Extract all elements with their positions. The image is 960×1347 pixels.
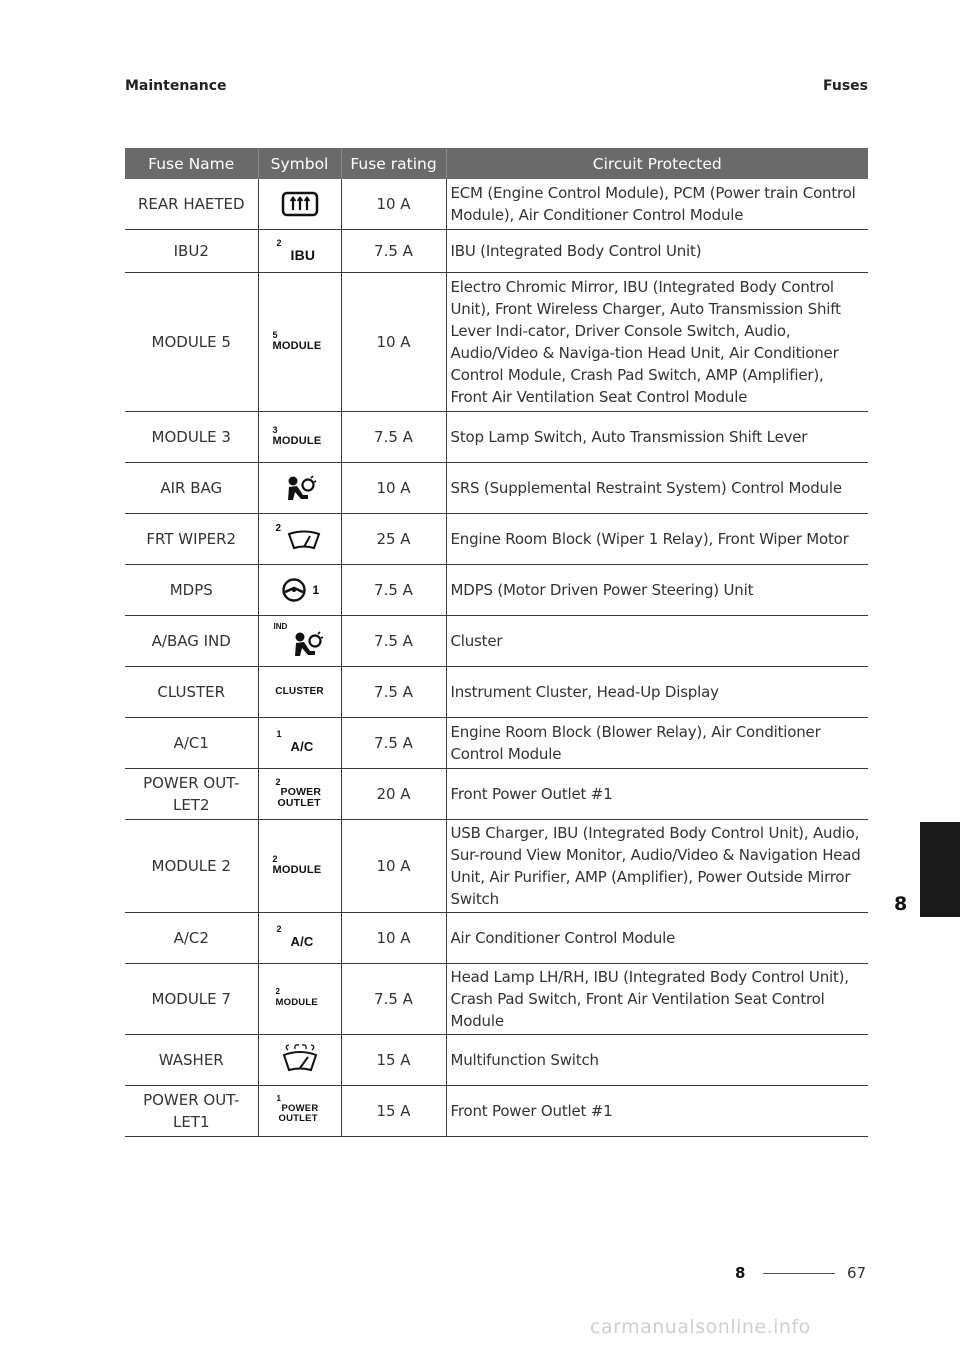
fuse-symbol xyxy=(258,179,341,229)
fuse-rating: 10 A xyxy=(341,272,446,411)
fuse-rating: 7.5 A xyxy=(341,615,446,666)
fuse-symbol xyxy=(258,666,341,717)
table-row xyxy=(125,963,868,1034)
table-row xyxy=(125,819,868,912)
airbag-icon xyxy=(283,474,317,502)
fuse-rating: 10 A xyxy=(341,462,446,513)
fuse-rating: 7.5 A xyxy=(341,229,446,272)
fuse-name: CLUSTER xyxy=(125,666,258,717)
table-row xyxy=(125,615,868,666)
washer-icon xyxy=(280,1044,320,1076)
fuse-rating: 7.5 A xyxy=(341,717,446,768)
fuse-rating: 10 A xyxy=(341,179,446,229)
fuse-symbol xyxy=(258,819,341,912)
circuit-protected: Cluster xyxy=(446,615,868,666)
fuse-rating: 7.5 A xyxy=(341,963,446,1034)
module-5-icon: 5 MODULE xyxy=(272,329,322,352)
front-wiper-2-icon: 2 xyxy=(276,524,324,554)
table-row xyxy=(125,1034,868,1085)
table-row xyxy=(125,666,868,717)
fuse-rating: 7.5 A xyxy=(341,564,446,615)
fuse-name: AIR BAG xyxy=(125,462,258,513)
fuse-name: MODULE 3 xyxy=(125,411,258,462)
circuit-protected: Instrument Cluster, Head-Up Display xyxy=(446,666,868,717)
circuit-protected: Multifunction Switch xyxy=(446,1034,868,1085)
fuse-rating: 7.5 A xyxy=(341,666,446,717)
fuse-name: A/BAG IND xyxy=(125,615,258,666)
table-row xyxy=(125,768,868,819)
module-7-icon: 2 MODULE xyxy=(275,986,318,1008)
table-row xyxy=(125,411,868,462)
fuse-rating: 7.5 A xyxy=(341,411,446,462)
fuse-name: A/C2 xyxy=(125,912,258,963)
circuit-protected: Engine Room Block (Blower Relay), Air Conditioner Control Module xyxy=(446,717,868,768)
fuse-symbol xyxy=(258,411,341,462)
fuse-symbol xyxy=(258,229,341,272)
fuse-rating: 10 A xyxy=(341,819,446,912)
module-2-icon: 2 MODULE xyxy=(272,853,322,876)
ac-2-icon: 2 A/C xyxy=(276,923,314,949)
circuit-protected: Head Lamp LH/RH, IBU (Integrated Body Control Unit), Crash Pad Switch, Front Air Ventilation Seat Control Module xyxy=(446,963,868,1034)
watermark: carmanualsonline.info xyxy=(590,1316,811,1338)
table-row xyxy=(125,462,868,513)
fuse-name: MDPS xyxy=(125,564,258,615)
fuse-name: WASHER xyxy=(125,1034,258,1085)
circuit-protected: Stop Lamp Switch, Auto Transmission Shift Lever xyxy=(446,411,868,462)
ibu-2-icon: 2 IBU xyxy=(276,237,316,263)
fuse-rating: 25 A xyxy=(341,513,446,564)
steering-wheel-1-icon: 1 xyxy=(277,577,323,603)
fuse-symbol xyxy=(258,513,341,564)
circuit-protected: Front Power Outlet #1 xyxy=(446,768,868,819)
table-header-row xyxy=(125,148,868,179)
fuse-symbol xyxy=(258,272,341,411)
fuse-symbol xyxy=(258,1085,341,1136)
circuit-protected: ECM (Engine Control Module), PCM (Power train Control Module), Air Conditioner Control Module xyxy=(446,179,868,229)
fuse-rating: 20 A xyxy=(341,768,446,819)
table-row xyxy=(125,229,868,272)
fuse-name: IBU2 xyxy=(125,229,258,272)
power-outlet-2-icon: 2 POWER OUTLET xyxy=(275,776,322,809)
fuse-name: MODULE 2 xyxy=(125,819,258,912)
fuse-symbol xyxy=(258,564,341,615)
table-row xyxy=(125,513,868,564)
footer-page-number: 67 xyxy=(847,1264,867,1282)
fuse-name: A/C1 xyxy=(125,717,258,768)
rear-defroster-icon xyxy=(281,191,319,217)
fuse-rating: 15 A xyxy=(341,1085,446,1136)
fuse-table xyxy=(125,148,868,1137)
section-title: Maintenance xyxy=(125,78,227,94)
table-row xyxy=(125,717,868,768)
ac-1-icon: 1 A/C xyxy=(276,728,314,754)
fuse-name: REAR HAETED xyxy=(125,179,258,229)
table-row xyxy=(125,564,868,615)
circuit-protected: SRS (Supplemental Restraint System) Control Module xyxy=(446,462,868,513)
circuit-protected: USB Charger, IBU (Integrated Body Control Unit), Audio, Sur-round View Monitor, Audio/Video & Navigation Head Unit, Air Purifier, AMP (Amplifier), Power Outside Mirror Switch xyxy=(446,819,868,912)
column-header-fuse-name: Fuse Name xyxy=(125,148,258,179)
circuit-protected: IBU (Integrated Body Control Unit) xyxy=(446,229,868,272)
cluster-icon: CLUSTER xyxy=(275,686,324,697)
fuse-symbol xyxy=(258,1034,341,1085)
fuse-name: FRT WIPER2 xyxy=(125,513,258,564)
chapter-tab-number: 8 xyxy=(894,893,908,915)
power-outlet-1-icon: 1 POWER OUTLET xyxy=(276,1093,319,1124)
footer-divider xyxy=(763,1273,835,1274)
circuit-protected: Engine Room Block (Wiper 1 Relay), Front Wiper Motor xyxy=(446,513,868,564)
topic-title: Fuses xyxy=(823,78,868,94)
fuse-symbol xyxy=(258,615,341,666)
fuse-symbol xyxy=(258,462,341,513)
fuse-symbol xyxy=(258,768,341,819)
fuse-name: POWER OUT-LET2 xyxy=(125,768,258,819)
airbag-indicator-icon: IND xyxy=(274,623,326,659)
fuse-rating: 15 A xyxy=(341,1034,446,1085)
fuse-name: MODULE 5 xyxy=(125,272,258,411)
fuse-rating: 10 A xyxy=(341,912,446,963)
column-header-symbol: Symbol xyxy=(258,148,341,179)
circuit-protected: Front Power Outlet #1 xyxy=(446,1085,868,1136)
table-row xyxy=(125,1085,868,1136)
column-header-fuse-rating: Fuse rating xyxy=(341,148,446,179)
chapter-tab xyxy=(920,822,960,917)
fuse-name: MODULE 7 xyxy=(125,963,258,1034)
table-row xyxy=(125,179,868,229)
table-row xyxy=(125,912,868,963)
circuit-protected: Air Conditioner Control Module xyxy=(446,912,868,963)
column-header-circuit-protected: Circuit Protected xyxy=(446,148,868,179)
table-row xyxy=(125,272,868,411)
fuse-symbol xyxy=(258,963,341,1034)
module-3-icon: 3 MODULE xyxy=(272,424,322,447)
fuse-name: POWER OUT-LET1 xyxy=(125,1085,258,1136)
circuit-protected: MDPS (Motor Driven Power Steering) Unit xyxy=(446,564,868,615)
fuse-symbol xyxy=(258,912,341,963)
footer-chapter-number: 8 xyxy=(735,1264,746,1282)
fuse-symbol xyxy=(258,717,341,768)
circuit-protected: Electro Chromic Mirror, IBU (Integrated Body Control Unit), Front Wireless Charger, Auto Transmission Shift Lever Indi-cator, Driver Console Switch, Audio, Audio/Video & Naviga-tion Head Unit, Air Conditioner Control Module, Crash Pad Switch, AMP (Amplifier), Front Air Ventilation Seat Control Module xyxy=(446,272,868,411)
